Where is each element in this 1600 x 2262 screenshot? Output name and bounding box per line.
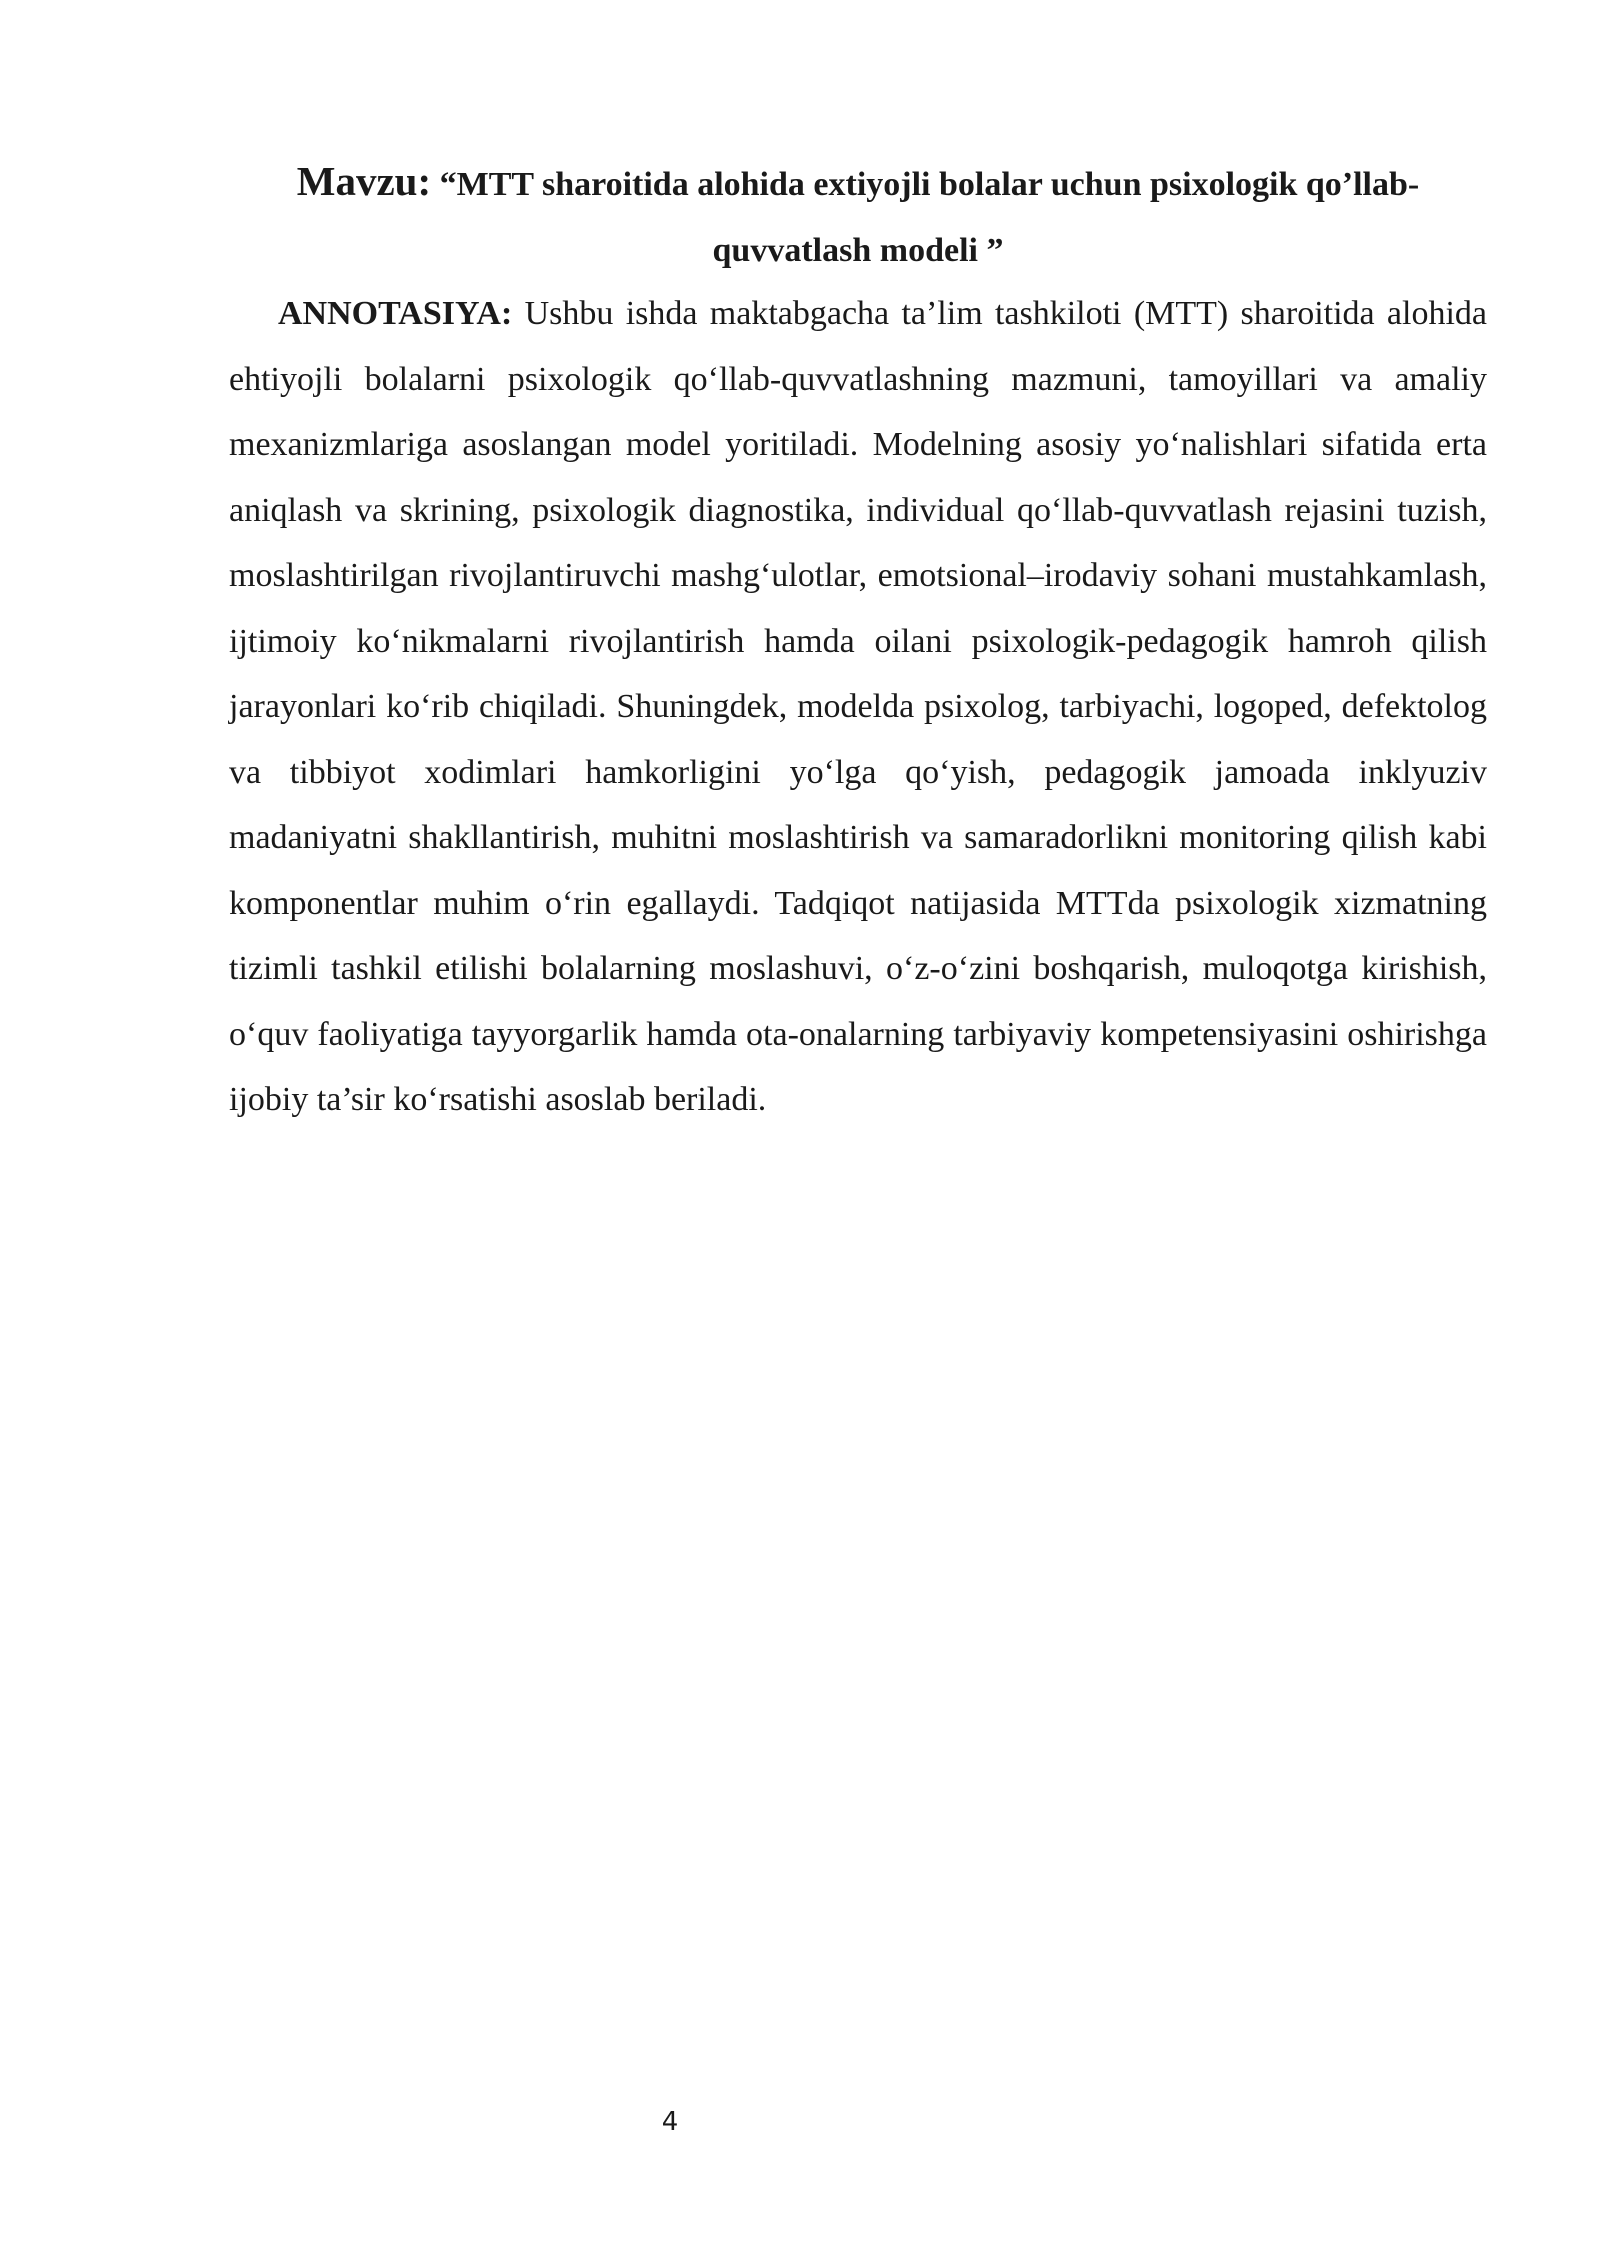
page-number: 4 <box>661 2107 679 2137</box>
title-label: Mavzu: <box>296 158 432 204</box>
abstract-label: ANNOTASIYA: <box>278 295 513 332</box>
abstract-text: Ushbu ishda maktabgacha ta’lim tashkiloti (MTT) sharoitida alohida ehtiyojli bolalarni psixologik qo‘llab-quvvatlashning mazmuni, tamoyillari va amaliy mexanizmlariga asoslangan model yoritiladi. Modelning asosiy yo‘nalishlari sifatida erta aniqlash va skrining, psixologik diagnostika, individual qo‘llab-quvvatlash rejasini tuzish, moslashtirilgan rivojlantiruvchi mashg‘ulotlar, emotsional–irodaviy sohani mustahkamlash, ijtimoiy ko‘nikmalarni rivojlantirish hamda oilani psixologik-pedagogik hamroh qilish jarayonlari ko‘rib chiqiladi. Shuningdek, modelda psixolog, tarbiyachi, logoped, defektolog va tibbiyot xodimlari hamkorligini yo‘lga qo‘yish, pedagogik jamoada inklyuziv madaniyatni shakllantirish, muhitni moslashtirish va samaradorlikni monitoring qilish kabi komponentlar muhim o‘rin egallaydi. Tadqiqot natijasida MTTda psixologik xizmatning tizimli tashkil etilishi bolalarning moslashuvi, o‘z-o‘zini boshqarish, muloqotga kirishish, o‘quv faoliyatiga tayyorgarlik hamda ota-onalarning tarbiyaviy kompetensiyasini oshirishga ijobiy ta’sir ko‘rsatishi asoslab beriladi. <box>229 295 1488 1118</box>
title-text: “MTT sharoitida alohida extiyojli bolalar uchun psixologik qo’llab-quvvatlash modeli ” <box>439 166 1420 269</box>
abstract-paragraph <box>229 281 1487 1133</box>
document-title <box>229 148 1487 284</box>
